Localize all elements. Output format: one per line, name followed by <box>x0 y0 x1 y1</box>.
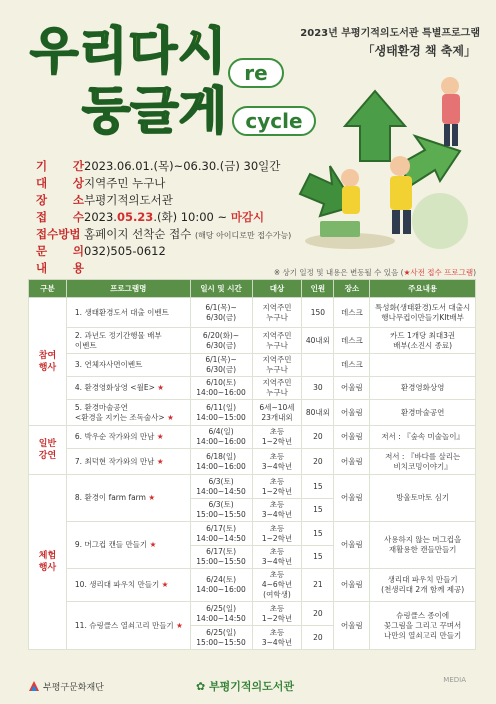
program-name: 7. 최덕현 작가와의 만남 ★ <box>66 449 190 475</box>
cell-target: 초등 1~2학년 <box>252 522 302 546</box>
cell-count: 80내외 <box>302 400 334 426</box>
program-name: 2. 과년도 정기간행물 배부 이벤트 <box>66 328 190 354</box>
cell-count: 20 <box>302 449 334 475</box>
table-row <box>29 522 476 546</box>
cell-time: 6/3(토) 14:00~14:50 <box>190 475 252 499</box>
cell-desc: 저서 : 『숲속 미술놀이』 <box>370 426 476 449</box>
recycling-illustration <box>290 66 490 256</box>
cell-target: 지역주민 누구나 <box>252 354 302 377</box>
preregistration-star-icon: ★ <box>148 493 156 502</box>
program-name: 10. 생리대 파우치 만들기 ★ <box>66 569 190 602</box>
cell-place: 어울림 <box>334 569 370 602</box>
organizer-line: 2023년 부평기적의도서관 특별프로그램 <box>300 28 480 39</box>
cell-desc: 방울토마토 심기 <box>370 475 476 522</box>
cell-desc: 사용하지 않는 머그컵을 재활용한 캔들만들기 <box>370 522 476 569</box>
cell-count: 21 <box>302 569 334 602</box>
cell-target: 초등 3~4학년 <box>252 499 302 522</box>
info-method: 접수방법 홈페이지 선착순 접수 (해당 아이디로만 접수가능) <box>36 227 292 241</box>
festival-subtitle: 「생태환경 책 축제」 <box>362 44 476 58</box>
preregistration-star-icon: ★ <box>167 412 174 422</box>
table-row <box>29 602 476 626</box>
cell-target: 지역주민 누구나 <box>252 298 302 328</box>
program-name: 3. 연체자사면이벤트 <box>66 354 190 377</box>
cell-count: 20 <box>302 626 334 650</box>
program-name: 1. 생태환경도서 대출 이벤트 <box>66 298 190 328</box>
table-header-row <box>29 280 476 298</box>
cell-count: 150 <box>302 298 334 328</box>
foundation-logo-icon <box>28 680 40 692</box>
col-count: 인원 <box>302 280 334 298</box>
cell-count: 15 <box>302 546 334 569</box>
cell-target: 초등 3~4학년 <box>252 546 302 569</box>
cell-place: 어울림 <box>334 377 370 400</box>
cell-desc: 환경마술공연 <box>370 400 476 426</box>
cell-place: 어울림 <box>334 475 370 522</box>
category-cell: 일반 강연 <box>29 426 67 475</box>
table-row <box>29 298 476 328</box>
cell-count: 40내외 <box>302 328 334 354</box>
cell-place: 어울림 <box>334 602 370 650</box>
table-row <box>29 569 476 602</box>
cell-target: 초등 1~2학년 <box>252 602 302 626</box>
foundation-logo: 부평구문화재단 <box>28 680 104 693</box>
info-contact: 문 의 032)505-0612 <box>36 244 166 258</box>
cell-time: 6/1(목)~ 6/30(금) <box>190 354 252 377</box>
cell-time: 6/17(토) 15:00~15:50 <box>190 546 252 569</box>
cell-count: 15 <box>302 522 334 546</box>
cell-place: 데스크 <box>334 354 370 377</box>
cell-count: 30 <box>302 377 334 400</box>
cell-desc: 특성화(생태환경)도서 대출시 행나무컵이만들기KIt배부 <box>370 298 476 328</box>
cell-place: 어울림 <box>334 522 370 569</box>
info-period: 기 간 2023.06.01.(목)~06.30.(금) 30일간 <box>36 159 281 173</box>
table-row <box>29 426 476 449</box>
cell-count: 15 <box>302 475 334 499</box>
media-watermark: MEDIA <box>443 676 466 684</box>
title-word-uri: 우리 <box>30 22 129 80</box>
cell-desc: 슈링클스 종이에 꽃그림을 그리고 꾸며서 나만의 열쇠고리 만들기 <box>370 602 476 650</box>
program-name: 5. 환경마술공연 <환경을 지키는 조독술사> ★ <box>66 400 190 426</box>
cell-count <box>302 354 334 377</box>
cell-count: 20 <box>302 426 334 449</box>
cell-place: 데스크 <box>334 328 370 354</box>
col-place: 장소 <box>334 280 370 298</box>
cell-place: 데스크 <box>334 298 370 328</box>
cell-place: 어울림 <box>334 400 370 426</box>
table-row <box>29 354 476 377</box>
cell-target: 6세~10세 23개내외 <box>252 400 302 426</box>
cell-time: 6/24(토) 14:00~16:00 <box>190 569 252 602</box>
cell-desc <box>370 354 476 377</box>
cell-target: 초등 1~2학년 <box>252 475 302 499</box>
preregistration-star-icon: ★ <box>176 620 183 630</box>
cell-place: 어울림 <box>334 426 370 449</box>
table-row <box>29 328 476 354</box>
title-line-1 <box>30 22 228 80</box>
cell-count: 20 <box>302 602 334 626</box>
table-row <box>29 400 476 426</box>
preregistration-star-icon: ★ <box>157 383 164 392</box>
cell-time: 6/17(토) 14:00~14:50 <box>190 522 252 546</box>
col-target: 대상 <box>252 280 302 298</box>
leaf-icon: ✿ <box>196 680 210 693</box>
footer <box>0 672 496 704</box>
info-target: 대 상 지역주민 누구나 <box>36 176 166 190</box>
title-line-2: 둥글게 <box>82 82 227 140</box>
cell-target: 초등 3~4학년 <box>252 626 302 650</box>
program-name: 11. 슈링클스 열쇠고리 만들기 ★ <box>66 602 190 650</box>
cell-time: 6/4(일) 14:00~16:00 <box>190 426 252 449</box>
program-table <box>28 279 476 650</box>
category-cell: 참여 행사 <box>29 298 67 426</box>
event-info-list <box>36 158 291 277</box>
cell-time: 6/3(토) 15:00~15:50 <box>190 499 252 522</box>
preregistration-star-icon: ★ <box>156 456 164 466</box>
program-name: 4. 환경영화상영 <월E> ★ <box>66 377 190 400</box>
cell-time: 6/25(일) 14:00~14:50 <box>190 602 252 626</box>
cell-time: 6/1(목)~ 6/30(금) <box>190 298 252 328</box>
cell-desc: 환경영화상영 <box>370 377 476 400</box>
cell-target: 지역주민 누구나 <box>252 328 302 354</box>
cell-target: 지역주민 누구나 <box>252 377 302 400</box>
cell-target: 초등 3~4학년 <box>252 449 302 475</box>
col-datetime: 일시 및 시간 <box>190 280 252 298</box>
cell-desc: 저서 : 『바다를 살리는 비치코밍이야기』 <box>370 449 476 475</box>
cycle-badge: cycle <box>232 106 316 136</box>
cell-desc: 카드 1개당 최대3권 배부(소진시 종료) <box>370 328 476 354</box>
col-program: 프로그램명 <box>66 280 190 298</box>
preregistration-star-icon: ★ <box>149 540 157 549</box>
program-name: 6. 박우순 작가와의 만남 ★ <box>66 426 190 449</box>
cell-target: 초등 4~6학년 (여학생) <box>252 569 302 602</box>
category-cell: 체험 행사 <box>29 475 67 650</box>
cell-time: 6/11(일) 14:00~15:00 <box>190 400 252 426</box>
preregistration-star-icon: ★ <box>161 580 169 589</box>
library-logo: ✿ 부평기적의도서관 <box>196 680 295 693</box>
table-row <box>29 377 476 400</box>
col-desc: 주요내용 <box>370 280 476 298</box>
cell-count: 15 <box>302 499 334 522</box>
cell-time: 6/25(일) 15:00~15:50 <box>190 626 252 650</box>
cell-time: 6/20(화)~ 6/30(금) <box>190 328 252 354</box>
cell-time: 6/10(토) 14:00~16:00 <box>190 377 252 400</box>
title-word-dasi: 다시 <box>128 22 228 80</box>
col-category: 구분 <box>29 280 67 298</box>
table-row <box>29 475 476 499</box>
info-registration: 접 수 2023.05.23.(화) 10:00 ~ 마감시 <box>36 210 265 224</box>
info-place: 장 소 부평기적의도서관 <box>36 193 173 207</box>
cell-place: 어울림 <box>334 449 370 475</box>
program-name: 9. 머그컵 캔들 만들기 ★ <box>66 522 190 569</box>
info-content: 내 용 <box>36 261 84 275</box>
preregistration-star-icon: ★ <box>156 432 164 441</box>
change-notice: ※ 상기 일정 및 내용은 변동될 수 있음 (★사전 접수 프로그램) <box>273 268 476 277</box>
table-row <box>29 449 476 475</box>
cell-time: 6/18(일) 14:00~16:00 <box>190 449 252 475</box>
program-name: 8. 환경이 farm farm ★ <box>66 475 190 522</box>
re-badge: re <box>228 58 284 88</box>
cell-desc: 생리대 파우치 만들기 (천생리대 2개 함께 제공) <box>370 569 476 602</box>
cell-target: 초등 1~2학년 <box>252 426 302 449</box>
